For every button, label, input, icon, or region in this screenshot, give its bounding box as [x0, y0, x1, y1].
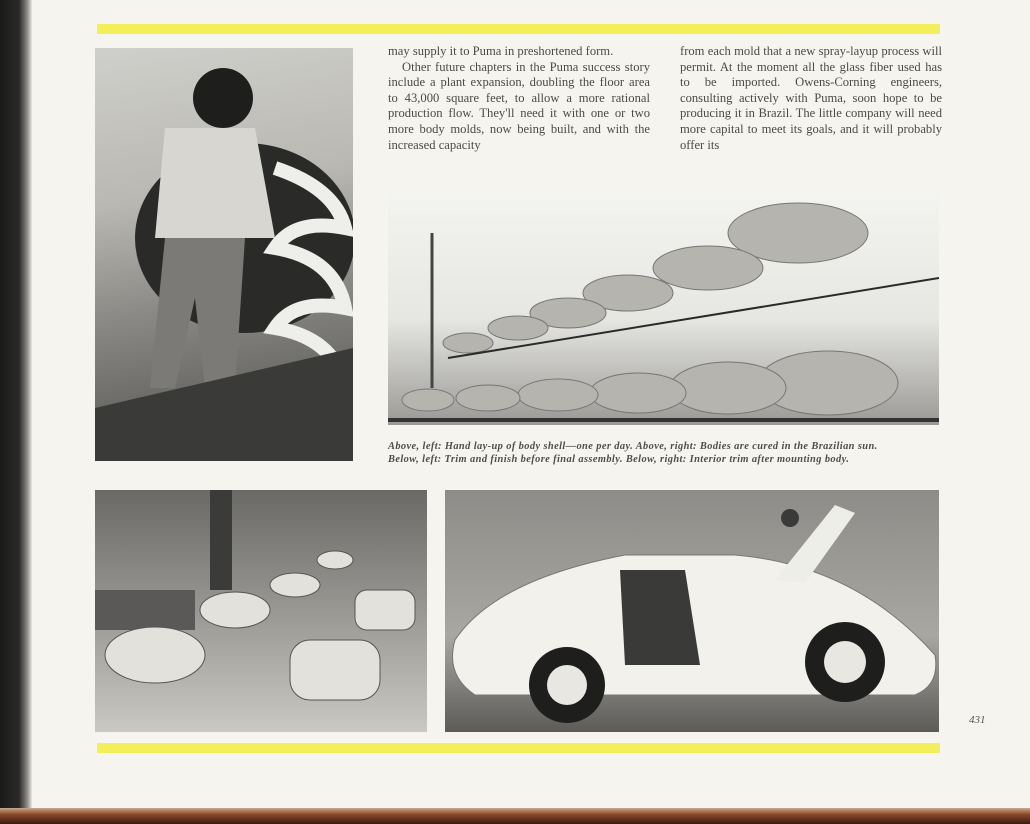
article-column-1 — [388, 44, 650, 153]
column-1-para-1: may supply it to Puma in preshortened form. — [388, 44, 614, 58]
photo-trim-finish — [95, 490, 427, 732]
caption-line-2: Below, left: Trim and finish before final assembly. Below, right: Interior trim after mounting body. — [388, 453, 850, 465]
bottom-yellow-rule — [97, 743, 940, 753]
column-1-para-2: Other future chapters in the Puma success story include a plant expansion, doubling the floor area to 43,000 square feet, to allow a more rational production flow. They'll need it with one or two more body molds, now being built, and with the increased capacity — [388, 59, 650, 152]
book-spine-edge — [0, 0, 32, 824]
page-number: 431 — [969, 714, 986, 726]
photo-interior-trim — [445, 490, 939, 732]
page-bottom-edge — [0, 808, 1030, 824]
top-yellow-rule — [97, 24, 940, 34]
caption-line-1: Above, left: Hand lay-up of body shell—one per day. Above, right: Bodies are cured in the Brazilian sun. — [388, 441, 878, 452]
column-2-text: from each mold that a new spray-layup process will permit. At the moment all the glass fiber used has to be imported. Owens-Corning engineers, consulting actively with Puma, soon hope to be producing it in Brazil. The little company will need more capital to meet its goals, and it will probably offer its — [680, 44, 942, 152]
article-column-2 — [680, 44, 942, 153]
photo-bodies-curing — [388, 188, 939, 425]
photo-hand-layup — [95, 48, 353, 461]
photo-caption — [388, 441, 943, 466]
